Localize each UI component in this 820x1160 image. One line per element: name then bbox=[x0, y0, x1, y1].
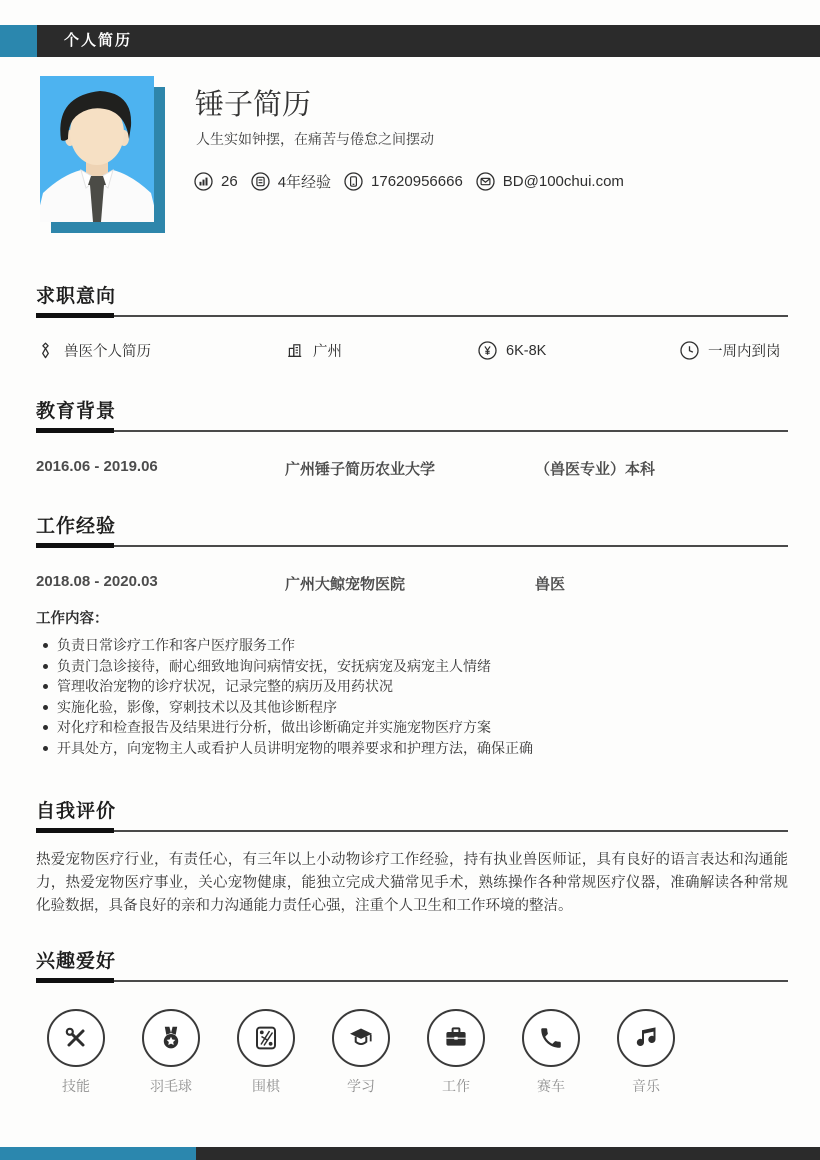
clock-icon bbox=[680, 341, 699, 360]
section-title-education: 教育背景 bbox=[36, 401, 117, 422]
education-row bbox=[36, 458, 788, 479]
interest-label: 赛车 bbox=[537, 1078, 565, 1094]
job-intent-row bbox=[36, 340, 788, 361]
intent-availability bbox=[680, 340, 788, 361]
age-chart-icon bbox=[194, 172, 213, 191]
interest-label: 音乐 bbox=[632, 1078, 660, 1094]
work-row bbox=[36, 573, 788, 594]
section-divider bbox=[36, 545, 788, 547]
top-bar-accent-block bbox=[0, 25, 37, 57]
phone-handset-icon bbox=[538, 1025, 564, 1051]
interest-item-skills bbox=[47, 1009, 105, 1096]
work-bullet: 管理收治宠物的诊疗状况，记录完整的病历及用药状况 bbox=[36, 676, 788, 697]
work-bullet-list bbox=[36, 635, 788, 759]
interest-item-racing bbox=[522, 1009, 580, 1096]
section-title-job-intent: 求职意向 bbox=[36, 286, 117, 307]
profile-photo bbox=[40, 76, 154, 222]
work-role: 兽医 bbox=[535, 576, 566, 593]
self-evaluation-section bbox=[36, 796, 788, 918]
interest-label: 围棋 bbox=[252, 1078, 280, 1094]
intent-city-text: 广州 bbox=[313, 344, 342, 360]
tools-icon bbox=[62, 1024, 90, 1052]
work-bullet: 对化疗和检查报告及结果进行分析，做出诊断确定并实施宠物医疗方案 bbox=[36, 717, 788, 738]
interests-section bbox=[36, 946, 788, 1096]
work-bullet: 开具处方，向宠物主人或看护人员讲明宠物的喂养要求和护理方法，确保正确 bbox=[36, 738, 788, 759]
work-bullet: 负责门急诊接待，耐心细致地询问病情安抚，安抚病宠及病宠主人情绪 bbox=[36, 656, 788, 677]
email-stat bbox=[476, 172, 624, 191]
education-degree: （兽医专业）本科 bbox=[535, 461, 656, 478]
section-divider bbox=[36, 430, 788, 432]
work-period: 2018.08 - 2020.03 bbox=[36, 573, 158, 590]
experience-card-icon bbox=[251, 172, 270, 191]
briefcase-icon bbox=[442, 1024, 470, 1052]
bottom-bar-accent-block bbox=[0, 1147, 196, 1160]
interest-label: 技能 bbox=[62, 1078, 90, 1094]
section-title-self-evaluation: 自我评价 bbox=[36, 801, 117, 822]
section-divider bbox=[36, 980, 788, 982]
intent-availability-text: 一周内到岗 bbox=[708, 344, 781, 360]
intent-salary-text: 6K-8K bbox=[506, 342, 547, 359]
basic-info-row bbox=[194, 171, 624, 192]
bottom-bar bbox=[0, 1147, 820, 1160]
interest-label: 羽毛球 bbox=[150, 1078, 192, 1094]
top-title-bar bbox=[0, 25, 820, 57]
medal-icon bbox=[157, 1024, 185, 1052]
page-title: 个人简历 bbox=[64, 32, 133, 49]
tie-icon bbox=[36, 341, 55, 360]
self-evaluation-text: 热爱宠物医疗行业，有责任心，有三年以上小动物诊疗工作经验，持有执业兽医师证，具有良好的语言表达和沟通能力，热爱宠物医疗事业，关心宠物健康，能独立完成犬猫常见手术，熟练操作各种常规医疗仪器，准确解读各种常规化验数据，具备良好的亲和力沟通能力责任心强，注重个人卫生和工作环境的整洁。 bbox=[36, 852, 788, 914]
experience-value: 4年经验 bbox=[277, 174, 332, 191]
music-note-icon bbox=[632, 1024, 660, 1052]
interest-label: 工作 bbox=[442, 1078, 470, 1094]
email-icon bbox=[476, 172, 495, 191]
interest-item-work bbox=[427, 1009, 485, 1096]
section-divider bbox=[36, 830, 788, 832]
mobile-phone-icon bbox=[344, 172, 363, 191]
personal-motto: 人生实如钟摆，在痛苦与倦怠之间摆动 bbox=[196, 131, 434, 147]
work-bullet: 实施化验，影像，穿刺技术以及其他诊断程序 bbox=[36, 697, 788, 718]
candidate-name: 锤子简历 bbox=[195, 89, 312, 121]
work-bullet: 负责日常诊疗工作和客户医疗服务工作 bbox=[36, 635, 788, 656]
job-intent-section bbox=[36, 281, 788, 361]
education-section bbox=[36, 396, 788, 479]
education-school: 广州锤子简历农业大学 bbox=[285, 461, 436, 478]
intent-city bbox=[285, 340, 478, 361]
salary-yen-icon bbox=[478, 341, 497, 360]
avatar-illustration bbox=[40, 76, 154, 222]
work-experience-section bbox=[36, 511, 788, 759]
section-divider bbox=[36, 315, 788, 317]
interest-item-music bbox=[617, 1009, 675, 1096]
email-value: BD@100chui.com bbox=[502, 173, 624, 190]
age-stat bbox=[194, 172, 238, 191]
phone-stat bbox=[344, 172, 463, 191]
interest-item-badminton bbox=[142, 1009, 200, 1096]
experience-stat bbox=[251, 171, 331, 192]
interests-row bbox=[36, 1009, 788, 1096]
graduation-cap-icon bbox=[347, 1024, 375, 1052]
work-company: 广州大鲸宠物医院 bbox=[285, 576, 406, 593]
age-value: 26 bbox=[221, 173, 238, 190]
section-title-work: 工作经验 bbox=[36, 516, 117, 537]
work-detail-label: 工作内容： bbox=[36, 611, 109, 627]
section-title-interests: 兴趣爱好 bbox=[36, 951, 117, 972]
go-board-icon bbox=[252, 1024, 280, 1052]
education-period: 2016.06 - 2019.06 bbox=[36, 458, 158, 475]
interest-item-study bbox=[332, 1009, 390, 1096]
intent-position-text: 兽医个人简历 bbox=[64, 344, 151, 360]
phone-value: 17620956666 bbox=[371, 173, 463, 190]
interest-item-go bbox=[237, 1009, 295, 1096]
intent-salary bbox=[478, 341, 680, 360]
building-icon bbox=[285, 341, 304, 360]
interest-label: 学习 bbox=[347, 1078, 375, 1094]
intent-position bbox=[36, 340, 285, 361]
